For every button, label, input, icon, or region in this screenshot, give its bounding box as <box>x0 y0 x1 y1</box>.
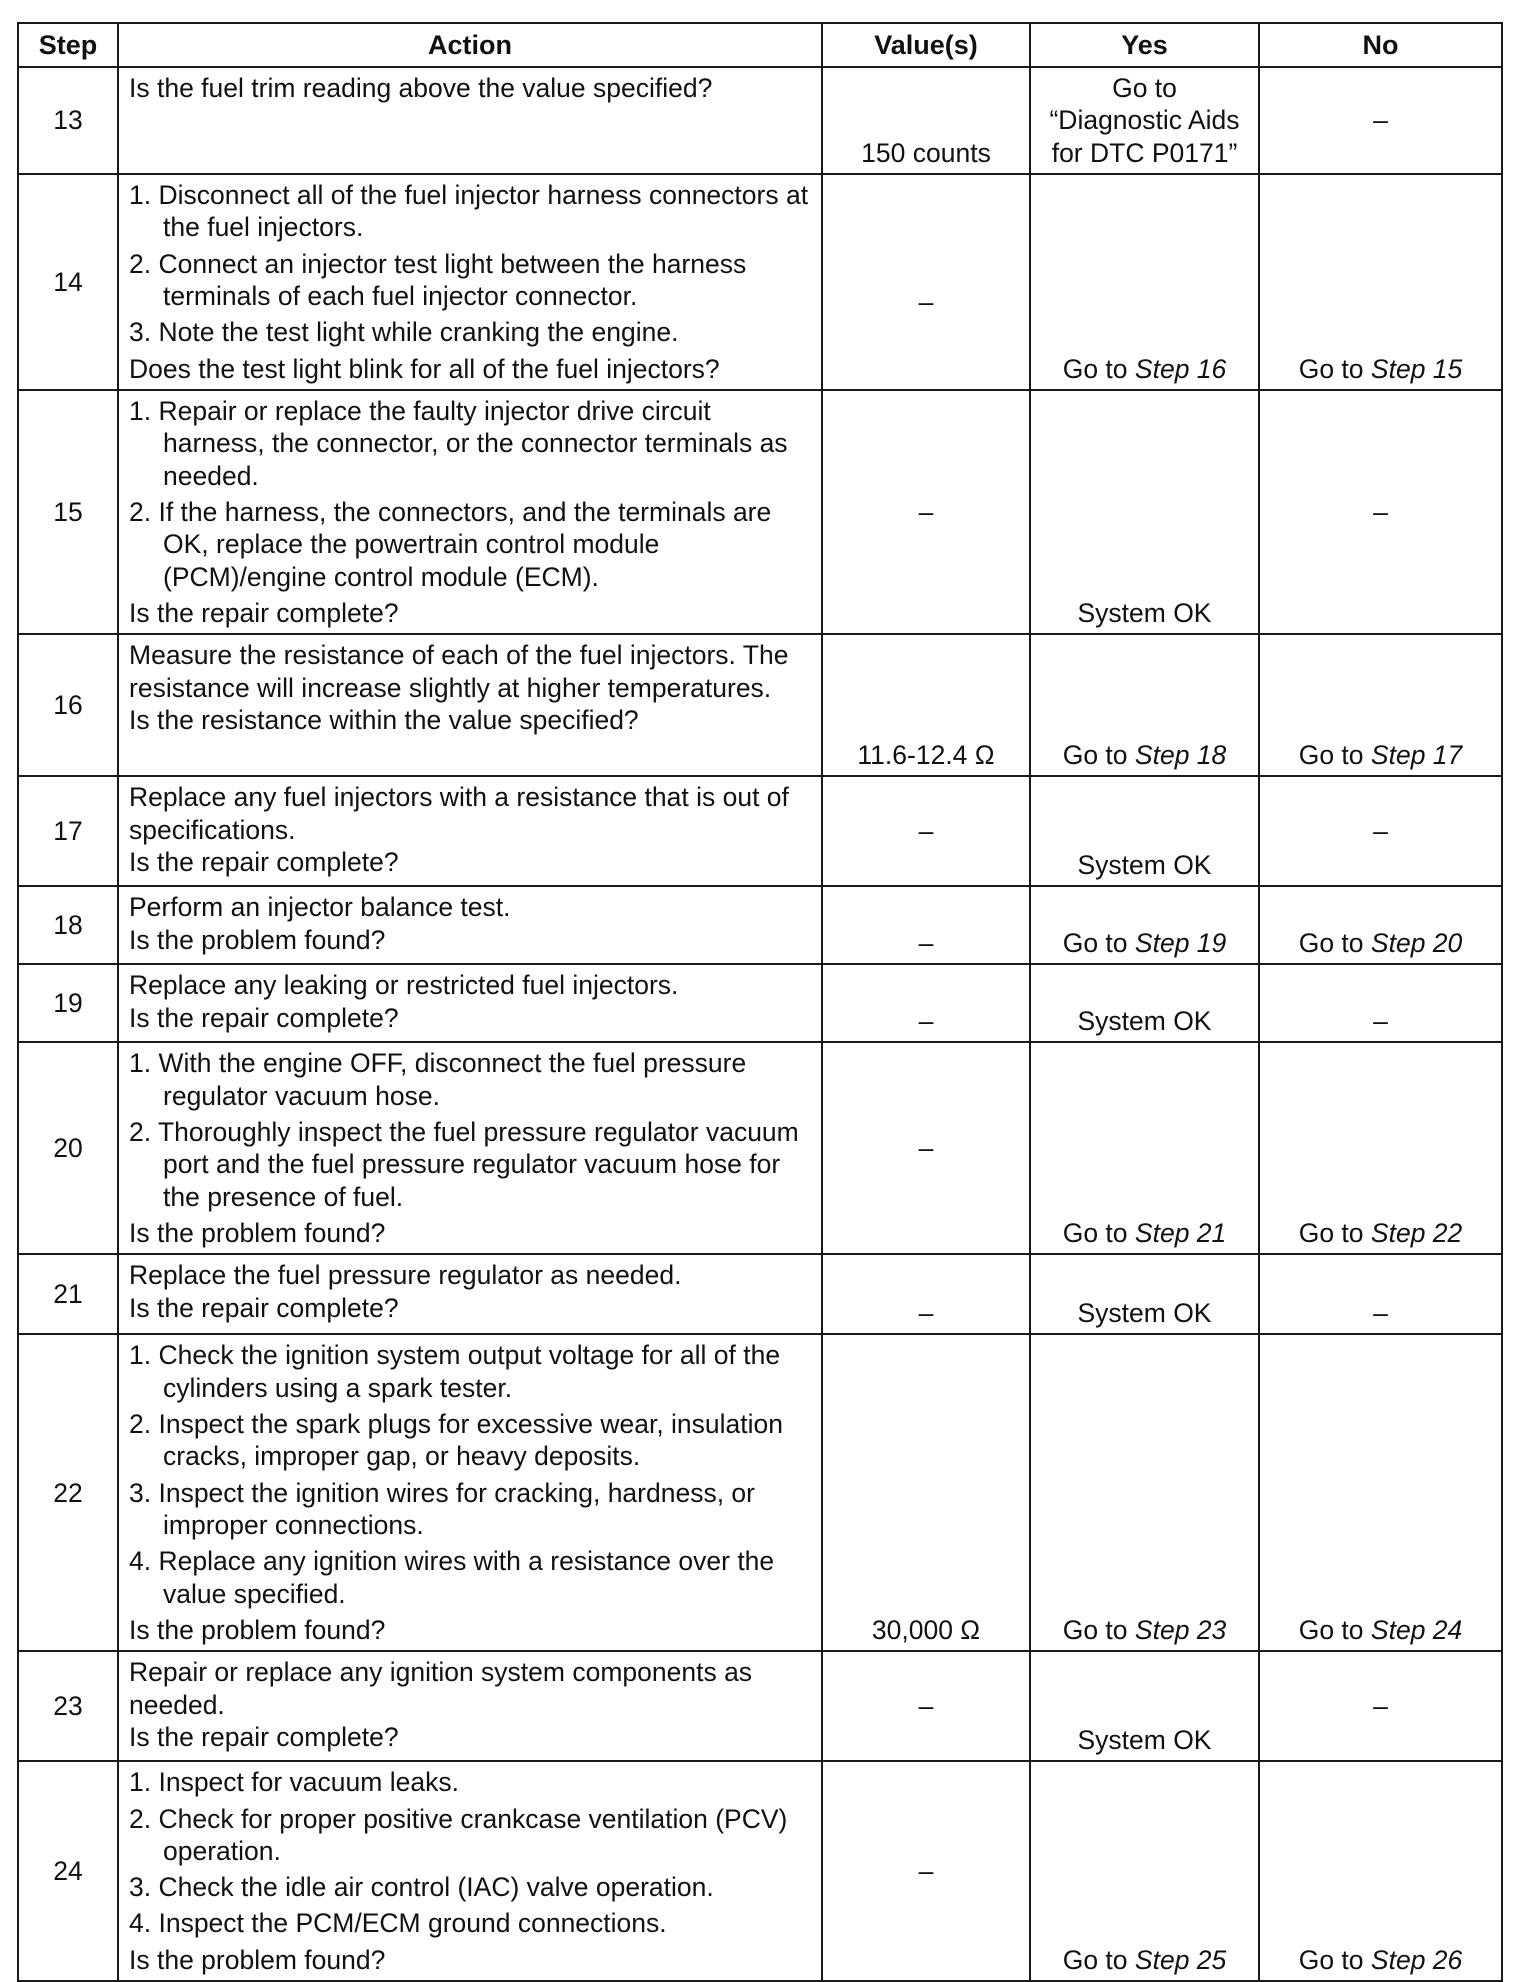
value-cell: – <box>822 174 1030 390</box>
yes-prefix: Go to <box>1062 1944 1128 1975</box>
value-cell: – <box>822 1651 1030 1761</box>
value-cell: – <box>822 964 1030 1042</box>
action-item: 2. Inspect the spark plugs for excessive wear, insulation cracks, improper gap, or heavy deposits. <box>129 1408 784 1472</box>
no-cell <box>1259 174 1502 390</box>
yes-cell <box>1030 1042 1259 1254</box>
header-action: Action <box>118 23 822 67</box>
yes-cell <box>1030 886 1259 964</box>
action-cell <box>118 1761 822 1981</box>
no-cell <box>1259 886 1502 964</box>
yes-step-link[interactable]: Step 21 <box>1134 1217 1227 1248</box>
action-cell <box>118 1334 822 1651</box>
table-row <box>18 67 1502 174</box>
action-item: 1. Inspect for vacuum leaks. <box>129 1767 459 1798</box>
yes-cell <box>1030 174 1259 390</box>
action-item: 3. Note the test light while cranking the engine. <box>129 317 679 348</box>
no-cell <box>1259 1042 1502 1254</box>
action-cell <box>118 776 822 886</box>
action-item: 2. Thoroughly inspect the fuel pressure regulator vacuum port and the fuel pressure regulator vacuum hose for the presence of fuel. <box>129 1116 799 1212</box>
table-row <box>18 776 1502 886</box>
step-number: 21 <box>18 1254 118 1334</box>
step-number: 20 <box>18 1042 118 1254</box>
no-cell: – <box>1259 390 1502 634</box>
value-cell: – <box>822 1254 1030 1334</box>
no-step-link[interactable]: Step 22 <box>1370 1217 1463 1248</box>
action-question: Is the problem found? <box>129 1944 386 1975</box>
value-cell: – <box>822 390 1030 634</box>
table-row <box>18 1651 1502 1761</box>
table-row <box>18 964 1502 1042</box>
action-item: 2. Connect an injector test light between the harness terminals of each fuel injector connector. <box>129 248 747 311</box>
action-cell <box>118 390 822 634</box>
table-row <box>18 174 1502 390</box>
action-cell <box>118 174 822 390</box>
action-question: Is the fuel trim reading above the value specified? <box>129 73 713 103</box>
step-number: 17 <box>18 776 118 886</box>
action-item: 1. Check the ignition system output voltage for all of the cylinders using a spark tester. <box>129 1340 781 1403</box>
action-text: Replace any leaking or restricted fuel injectors. <box>129 970 679 1001</box>
no-prefix: Go to <box>1298 1217 1364 1248</box>
no-step-link[interactable]: Step 24 <box>1370 1614 1463 1645</box>
yes-line: “Diagnostic Aids <box>1049 105 1240 136</box>
header-no: No <box>1259 23 1502 67</box>
header-step: Step <box>18 23 118 67</box>
header-values: Value(s) <box>822 23 1030 67</box>
value-cell: – <box>822 776 1030 886</box>
no-prefix: Go to <box>1298 927 1364 958</box>
yes-cell <box>1030 634 1259 776</box>
no-prefix: Go to <box>1298 1614 1364 1645</box>
table-row <box>18 634 1502 776</box>
action-item: 3. Check the idle air control (IAC) valve operation. <box>129 1872 714 1903</box>
yes-cell <box>1030 1334 1259 1651</box>
yes-line: Go to <box>1112 73 1177 103</box>
no-prefix: Go to <box>1298 353 1364 384</box>
action-item: 4. Replace any ignition wires with a resistance over the value specified. <box>129 1546 775 1609</box>
action-item: 2. Check for proper positive crankcase ventilation (PCV) operation. <box>129 1803 788 1866</box>
yes-step-link[interactable]: Step 23 <box>1134 1614 1227 1645</box>
action-cell <box>118 67 822 174</box>
table-row <box>18 886 1502 964</box>
no-cell <box>1259 1334 1502 1651</box>
action-question: Is the problem found? <box>129 1217 386 1248</box>
action-item: 1. Disconnect all of the fuel injector harness connectors at the fuel injectors. <box>129 179 809 243</box>
yes-prefix: Go to <box>1062 1217 1128 1248</box>
yes-cell: System OK <box>1030 390 1259 634</box>
value-cell: – <box>822 886 1030 964</box>
action-cell <box>118 886 822 964</box>
yes-prefix: Go to <box>1062 353 1128 384</box>
yes-step-link[interactable]: Step 19 <box>1134 927 1227 958</box>
table-row <box>18 1334 1502 1651</box>
no-cell: – <box>1259 1254 1502 1334</box>
step-number: 16 <box>18 634 118 776</box>
action-cell <box>118 1042 822 1254</box>
yes-prefix: Go to <box>1062 1614 1128 1645</box>
no-cell: – <box>1259 1651 1502 1761</box>
action-question: Is the problem found? <box>129 1614 386 1645</box>
action-text: Measure the resistance of each of the fuel injectors. The resistance will increase slightly at higher temperatures. <box>129 640 789 703</box>
header-row <box>18 23 1502 67</box>
table-row <box>18 390 1502 634</box>
action-text: Perform an injector balance test. <box>129 892 511 923</box>
yes-prefix: Go to <box>1062 739 1128 770</box>
step-number: 19 <box>18 964 118 1042</box>
no-cell <box>1259 1761 1502 1981</box>
no-prefix: Go to <box>1298 1944 1364 1975</box>
yes-cell <box>1030 1761 1259 1981</box>
no-cell: – <box>1259 776 1502 886</box>
no-step-link[interactable]: Step 15 <box>1370 353 1463 384</box>
yes-cell: System OK <box>1030 964 1259 1042</box>
action-text: Repair or replace any ignition system components as needed. <box>129 1657 753 1720</box>
action-item: 1. With the engine OFF, disconnect the fuel pressure regulator vacuum hose. <box>129 1048 747 1111</box>
action-text: Replace the fuel pressure regulator as needed. <box>129 1260 682 1291</box>
no-cell: – <box>1259 964 1502 1042</box>
action-item: 1. Repair or replace the faulty injector drive circuit harness, the connector, or the connector terminals as needed. <box>129 395 788 491</box>
value-cell: 30,000 Ω <box>822 1334 1030 1651</box>
no-cell <box>1259 634 1502 776</box>
action-question: Is the repair complete? <box>129 597 399 628</box>
table-row <box>18 1761 1502 1981</box>
no-step-link[interactable]: Step 17 <box>1370 739 1463 770</box>
yes-step-link[interactable]: Step 16 <box>1134 353 1227 384</box>
value-cell: – <box>822 1761 1030 1981</box>
action-item: 3. Inspect the ignition wires for cracking, hardness, or improper connections. <box>129 1477 755 1540</box>
action-question: Is the repair complete? <box>129 1002 399 1033</box>
action-question: Does the test light blink for all of the fuel injectors? <box>129 353 720 384</box>
action-text: Replace any fuel injectors with a resistance that is out of specifications. <box>129 782 789 845</box>
yes-cell: System OK <box>1030 1254 1259 1334</box>
no-prefix: Go to <box>1298 739 1364 770</box>
action-question: Is the repair complete? <box>129 1292 399 1323</box>
yes-step-link[interactable]: Step 18 <box>1134 739 1227 770</box>
yes-prefix: Go to <box>1062 927 1128 958</box>
value-cell: – <box>822 1042 1030 1254</box>
action-cell <box>118 634 822 776</box>
yes-cell: System OK <box>1030 1651 1259 1761</box>
step-number: 18 <box>18 886 118 964</box>
yes-cell <box>1030 67 1259 174</box>
step-number: 23 <box>18 1651 118 1761</box>
no-cell: – <box>1259 67 1502 174</box>
step-number: 15 <box>18 390 118 634</box>
action-item: 2. If the harness, the connectors, and the terminals are OK, replace the powertrain control module (PCM)/engine control module (ECM). <box>129 496 772 592</box>
step-number: 22 <box>18 1334 118 1651</box>
action-question: Is the resistance within the value specified? <box>129 704 639 735</box>
step-number: 24 <box>18 1761 118 1981</box>
action-cell <box>118 964 822 1042</box>
no-step-link[interactable]: Step 26 <box>1370 1944 1463 1975</box>
action-question: Is the repair complete? <box>129 846 399 877</box>
yes-line: for DTC P0171” <box>1051 137 1238 168</box>
value-cell: 150 counts <box>822 67 1030 174</box>
diagnostic-table <box>17 22 1503 1982</box>
action-cell <box>118 1254 822 1334</box>
action-question: Is the problem found? <box>129 924 386 955</box>
step-number: 14 <box>18 174 118 390</box>
action-question: Is the repair complete? <box>129 1721 399 1752</box>
header-yes: Yes <box>1030 23 1259 67</box>
no-step-link[interactable]: Step 20 <box>1370 927 1463 958</box>
action-item: 4. Inspect the PCM/ECM ground connections. <box>129 1908 667 1939</box>
value-cell: 11.6-12.4 Ω <box>822 634 1030 776</box>
table-row <box>18 1042 1502 1254</box>
step-number: 13 <box>18 67 118 174</box>
action-cell <box>118 1651 822 1761</box>
table-row <box>18 1254 1502 1334</box>
yes-cell: System OK <box>1030 776 1259 886</box>
yes-step-link[interactable]: Step 25 <box>1134 1944 1227 1975</box>
